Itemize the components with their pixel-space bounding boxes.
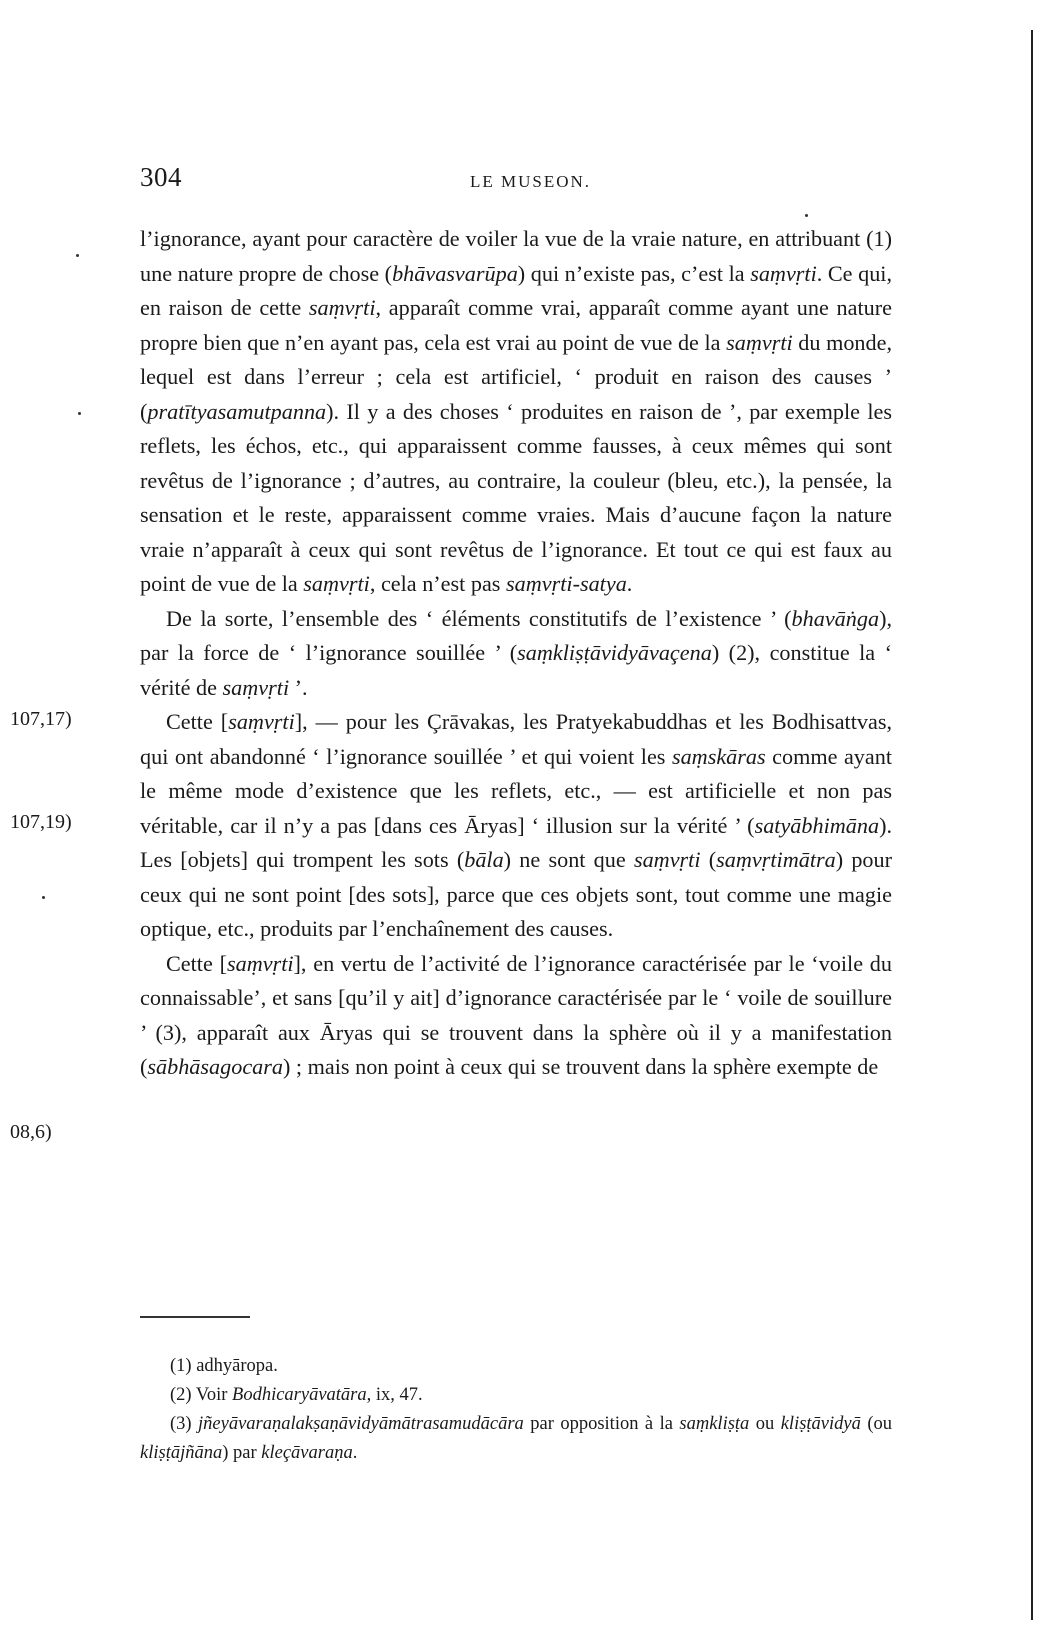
text-run: , ix, 47.: [366, 1385, 423, 1405]
paragraph: [140, 705, 892, 947]
page-speck: [805, 214, 808, 217]
text-run: (3): [170, 1414, 199, 1434]
italic-term: saṃvṛti: [308, 295, 376, 320]
italic-term: saṃvṛti-satya: [506, 571, 627, 596]
text-run: (1) adhyāropa.: [170, 1356, 278, 1376]
footnote: [140, 1352, 892, 1381]
text-run: , cela n’est pas: [369, 571, 506, 596]
paragraph: [140, 602, 892, 706]
italic-term: saṃvṛti: [222, 674, 290, 700]
body-text: [140, 222, 892, 1085]
text-run: Cette [: [166, 709, 229, 734]
text-run: . Ce qui, en raison de cette: [140, 260, 892, 320]
italic-term: bhāvasvarūpa: [392, 260, 518, 286]
margin-ref-text: 08,6): [10, 1121, 52, 1143]
text-run: ], — pour les Çrāvakas, les Pratyekabuddhas et les Bodhisattvas, qui ont abandonné ‘ l’ignorance souillée ’ et qui voient les: [140, 709, 892, 769]
text-run: du monde, lequel est dans l’erreur ; cela est artificiel, ‘ produit en raison des causes ’ (: [140, 329, 892, 424]
footnote: [140, 1410, 892, 1468]
text-run: ) par: [222, 1443, 262, 1463]
paragraph: [140, 947, 892, 1085]
text-run: , apparaît comme vrai, apparaît comme ayant une nature propre bien que n’en ayant pas, cela est vrai au point de vue de la: [140, 295, 892, 355]
italic-term: kliṣṭāvidyā: [780, 1414, 861, 1434]
italic-term: saṃvṛti: [303, 571, 370, 596]
text-run: ], en vertu de l’activité de l’ignorance caractérisée par le ‘voile du connaissable’, et sans [qu’il y ait] d’ignorance caractérisée par le ‘ voile de souillure ’ (3), apparaît aux Āryas qui se trouvent dans la sphère où il y a manifestation (: [140, 950, 892, 1079]
page-speck: [78, 412, 81, 415]
text-run: ) (2), constitue la ‘ vérité de: [140, 640, 892, 700]
running-title: LE MUSEON.: [470, 172, 592, 191]
italic-term: saṃvṛti: [228, 709, 295, 734]
italic-term: saṃvṛti: [226, 950, 294, 976]
text-run: ) ne sont que: [503, 847, 634, 872]
italic-term: satyābhimāna: [754, 812, 880, 838]
text-run: ’.: [289, 674, 308, 700]
margin-reference: [10, 811, 110, 834]
italic-term: bhavāṅga: [791, 605, 880, 631]
paragraph: [140, 222, 892, 602]
italic-term: pratītyasamutpanna: [147, 398, 327, 424]
italic-term: kleçāvaraṇa: [261, 1443, 353, 1463]
text-run: ) ; mais non point à ceux qui se trouvent dans la sphère exempte de: [283, 1054, 879, 1079]
italic-term: bāla: [464, 847, 504, 872]
page-speck: [42, 896, 45, 899]
text-run: comme ayant le même mode d’existence que les reflets, etc., — est artificielle et non pas véritable, car il n’y a pas [dans ces Āryas] ‘ illusion sur la vérité ’ (: [140, 743, 892, 838]
page-number: 304: [140, 162, 182, 192]
text-run: (ou: [860, 1414, 892, 1434]
italic-term: saṃkliṣṭāvidyāvaçena: [517, 640, 712, 665]
text-run: ), par la force de ‘ l’ignorance souillée ’ (: [140, 605, 892, 665]
text-run: ). Il y a des choses ‘ produites en raison de ’, par exemple les reflets, les échos, etc., qui apparaissent comme fausses, à ceux mêmes qui sont revêtus de l’ignorance ; d’autres, au contraire, la couleur (bleu, etc.), la pensée, la sensation et le reste, apparaissent comme vraies. Mais d’aucune façon la nature vraie n’apparaît à ceux qui sont revêtus de l’ignorance. Et tout ce qui est faux au point de vue de la: [140, 398, 892, 596]
italic-term: sābhāsagocara: [147, 1054, 283, 1079]
margin-reference: [10, 1121, 110, 1144]
text-run: Cette [: [166, 950, 227, 976]
italic-term: saṃvṛti: [726, 329, 793, 355]
page-speck: [76, 254, 79, 257]
text-run: ou: [749, 1414, 781, 1434]
footnote: [140, 1381, 892, 1410]
margin-ref-text: 107,17): [10, 708, 72, 730]
page-edge-rule: [1031, 30, 1033, 1620]
italic-term: saṃkliṣṭa: [679, 1414, 750, 1434]
italic-term: jñeyāvaraṇalakṣaṇāvidyāmātrasamudācāra: [198, 1414, 524, 1434]
margin-ref-text: 107,19): [10, 811, 72, 833]
italic-term: saṃvṛti: [633, 847, 701, 872]
text-run: .: [352, 1443, 358, 1463]
footnote-rule: [140, 1316, 250, 1318]
text-run: ) pour ceux qui ne sont point [des sots], parce que ces objets sont, tout comme une magie optique, etc., produits par l’enchaînement des causes.: [140, 847, 893, 941]
text-run: ) qui n’existe pas, c’est la: [517, 260, 751, 286]
italic-term: Bodhicaryāvatāra: [232, 1385, 367, 1405]
italic-term: saṃskāras: [671, 743, 766, 769]
text-run: par opposition à la: [523, 1414, 680, 1434]
italic-term: kliṣṭājñāna: [140, 1443, 223, 1463]
text-run: (2) Voir: [170, 1385, 233, 1405]
text-run: ). Les [objets] qui trompent les sots (: [140, 812, 892, 872]
margin-reference: [10, 708, 110, 731]
italic-term: saṃvṛti: [750, 260, 817, 286]
text-run: l’ignorance, ayant pour caractère de voiler la vue de la vraie nature, en attribuant (1) une nature propre de chose (: [140, 226, 892, 286]
footnotes: [140, 1352, 892, 1468]
text-run: De la sorte, l’ensemble des ‘ éléments constitutifs de l’existence ’ (: [166, 605, 792, 631]
text-run: .: [626, 571, 633, 596]
italic-term: saṃvṛtimātra: [716, 847, 836, 872]
text-run: (: [700, 847, 717, 872]
